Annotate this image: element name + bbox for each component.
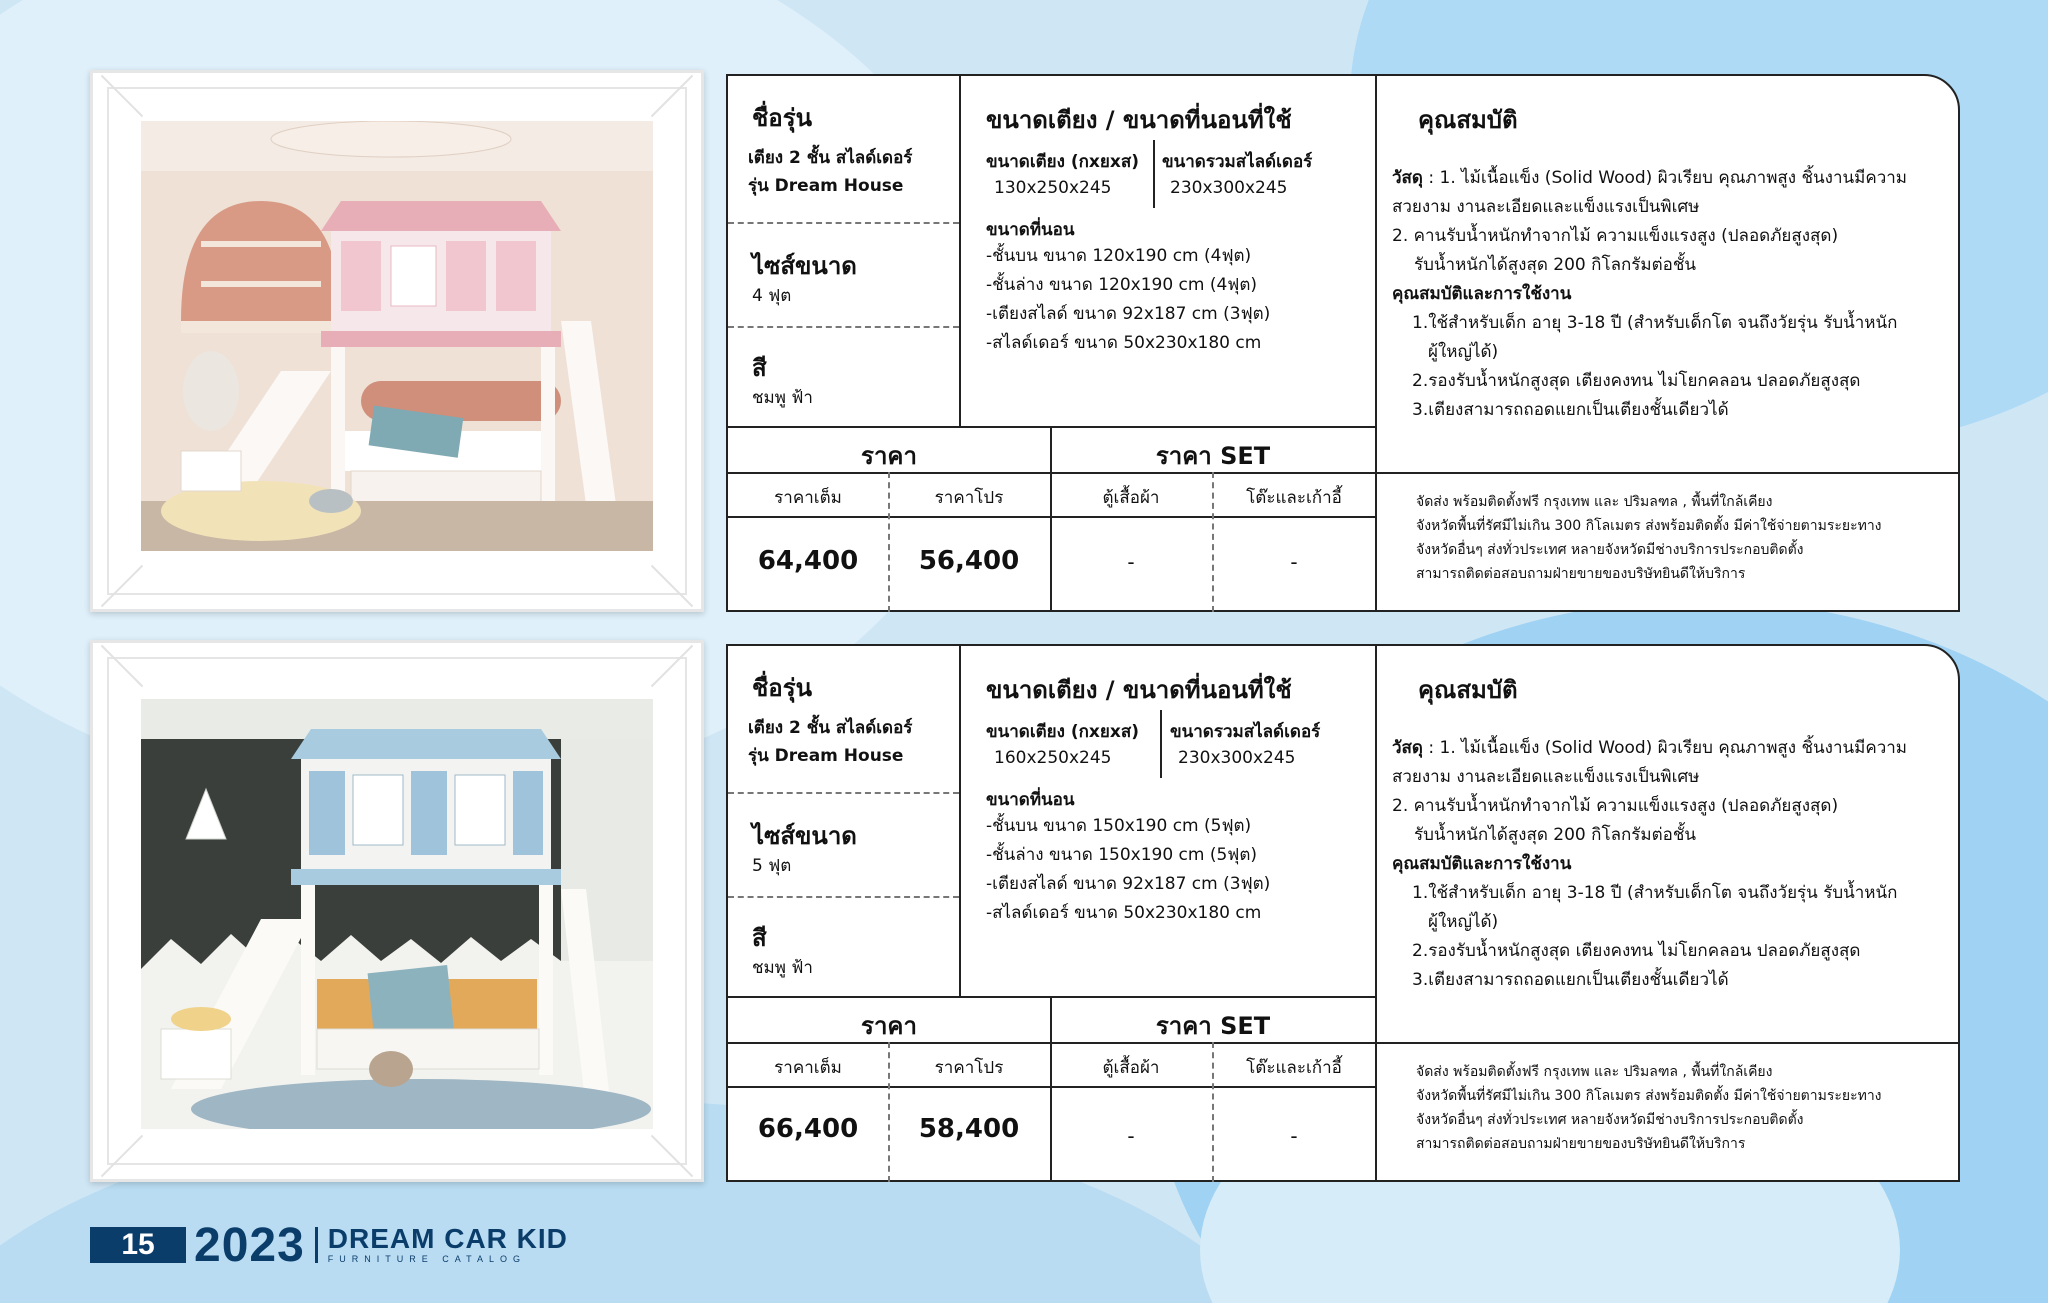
mattress-list (986, 242, 1270, 358)
bunk-bed-illustration (141, 699, 653, 1129)
color-value: ชมพู ฟ้า (752, 388, 813, 408)
wardrobe-price: - (1127, 1124, 1135, 1148)
dashed-divider (728, 896, 959, 898)
product-photo (141, 699, 653, 1129)
frame-corner (101, 75, 143, 117)
model-name: เตียง 2 ชั้น สไลด์เดอร์ (748, 718, 913, 738)
size-value: 4 ฟุต (752, 286, 792, 306)
total-size-value: 230x300x245 (1178, 748, 1296, 768)
delivery-line: สามารถติดต่อสอบถามฝ่ายขายของบริษัทยินดีให้บริการ (1416, 1136, 1746, 1152)
product-block (90, 640, 1960, 1180)
bed-size-label: ขนาดเตียง (กxยxส) (986, 152, 1139, 172)
properties-title: คุณสมบัติ (1418, 106, 1518, 134)
mattress-heading: ขนาดที่นอน (986, 790, 1075, 810)
usage-line: ผู้ใหญ่ได้) (1428, 342, 1499, 362)
divider (1160, 710, 1162, 778)
material-line: 2. คานรับน้ำหนักทำจากไม้ ความแข็งแรงสูง (ปลอดภัยสูงสุด) (1392, 226, 1839, 246)
material-label: วัสดุ (1392, 738, 1423, 758)
catalog-footer (90, 1218, 568, 1272)
delivery-line: จังหวัดพื้นที่รัศมีไม่เกิน 300 กิโลเมตร ส่งพร้อมติดตั้ง มีค่าใช้จ่ายตามระยะทาง (1416, 1088, 1882, 1104)
delivery-line: จัดส่ง พร้อมติดตั้งฟรี กรุงเทพ และ ปริมลฑล , พื้นที่ใกล้เคียง (1416, 1064, 1773, 1080)
material-line: รับน้ำหนักได้สูงสุด 200 กิโลกรัมต่อชั้น (1414, 825, 1697, 845)
divider (1375, 76, 1377, 612)
picture-frame (90, 640, 704, 1182)
mattress-item: -สไลด์เดอร์ ขนาด 50x230x180 cm (986, 333, 1262, 353)
usage-line: 3.เตียงสามารถถอดแยกเป็นเตียงชั้นเดียวได้ (1412, 970, 1729, 990)
table-chair-label: โต๊ะและเก้าอี้ (1246, 488, 1342, 508)
mattress-item: -ชั้นบน ขนาด 120x190 cm (4ฟุต) (986, 246, 1252, 266)
size-heading: ไซส์ขนาด (752, 252, 857, 280)
wardrobe-label: ตู้เสื้อผ้า (1102, 1058, 1160, 1078)
color-heading: สี (752, 354, 767, 382)
bunk-bed-illustration (141, 121, 653, 551)
size-heading: ไซส์ขนาด (752, 822, 857, 850)
divider (959, 76, 961, 428)
color-heading: สี (752, 924, 767, 952)
promo-price-label: ราคาโปร (934, 488, 1004, 508)
bed-size-value: 130x250x245 (994, 178, 1112, 198)
divider (1153, 140, 1155, 208)
footer-separator (315, 1227, 318, 1263)
material-line: : 1. ไม้เนื้อแข็ง (Solid Wood) ผิวเรียบ คุณภาพสูง ชิ้นงานมีความ (1422, 168, 1908, 188)
frame-corner (651, 75, 693, 117)
usage-title: คุณสมบัติและการใช้งาน (1392, 854, 1572, 874)
full-price-label: ราคาเต็ม (774, 488, 842, 508)
price-heading: ราคา (861, 1012, 917, 1040)
color-value: ชมพู ฟ้า (752, 958, 813, 978)
delivery-line: จัดส่ง พร้อมติดตั้งฟรี กรุงเทพ และ ปริมลฑล , พื้นที่ใกล้เคียง (1416, 494, 1773, 510)
table-chair-label: โต๊ะและเก้าอี้ (1246, 1058, 1342, 1078)
properties-title: คุณสมบัติ (1418, 676, 1518, 704)
full-price: 64,400 (757, 546, 859, 576)
delivery-line: สามารถติดต่อสอบถามฝ่ายขายของบริษัทยินดีให้บริการ (1416, 566, 1746, 582)
divider (728, 426, 1377, 428)
model-name: เตียง 2 ชั้น สไลด์เดอร์ (748, 148, 913, 168)
mattress-item: -สไลด์เดอร์ ขนาด 50x230x180 cm (986, 903, 1262, 923)
usage-title: คุณสมบัติและการใช้งาน (1392, 284, 1572, 304)
promo-price-label: ราคาโปร (934, 1058, 1004, 1078)
product-info-card (726, 644, 1960, 1182)
properties-text (1392, 164, 1952, 425)
price-heading: ราคา (861, 442, 917, 470)
delivery-line: จังหวัดอื่นๆ ส่งทั่วประเทศ หลายจังหวัดมีช่างบริการประกอบติดตั้ง (1416, 542, 1804, 558)
frame-corner (651, 565, 693, 607)
divider (728, 516, 1377, 518)
brand-name: DREAM CAR KID (327, 1223, 568, 1254)
mattress-item: -เตียงสไลด์ ขนาด 92x187 cm (3ฟุต) (986, 874, 1271, 894)
usage-line: 2.รองรับน้ำหนักสูงสุด เตียงคงทน ไม่โยกคลอน ปลอดภัยสูงสุด (1412, 371, 1861, 391)
usage-line: 3.เตียงสามารถถอดแยกเป็นเตียงชั้นเดียวได้ (1412, 400, 1729, 420)
delivery-info (1416, 1060, 1882, 1156)
product-info-card (726, 74, 1960, 612)
mattress-heading: ขนาดที่นอน (986, 220, 1075, 240)
usage-line: 2.รองรับน้ำหนักสูงสุด เตียงคงทน ไม่โยกคลอน ปลอดภัยสูงสุด (1412, 941, 1861, 961)
total-size-value: 230x300x245 (1170, 178, 1288, 198)
material-line: รับน้ำหนักได้สูงสุด 200 กิโลกรัมต่อชั้น (1414, 255, 1697, 275)
dashed-divider (728, 222, 959, 224)
spec-title: ขนาดเตียง / ขนาดที่นอนที่ใช้ (986, 676, 1292, 704)
divider (959, 646, 961, 998)
wardrobe-price: - (1127, 550, 1135, 574)
dashed-divider (728, 792, 959, 794)
size-value: 5 ฟุต (752, 856, 792, 876)
model-heading: ชื่อรุ่น (752, 674, 812, 702)
frame-corner (101, 565, 143, 607)
material-label: วัสดุ (1392, 168, 1423, 188)
frame-corner (101, 1135, 143, 1177)
divider (1375, 646, 1377, 1182)
divider (728, 1086, 1377, 1088)
dashed-divider (728, 326, 959, 328)
usage-line: 1.ใช้สำหรับเด็ก อายุ 3-18 ปี (สำหรับเด็กโต จนถึงวัยรุ่น รับน้ำหนัก (1412, 313, 1898, 333)
mattress-item: -ชั้นล่าง ขนาด 120x190 cm (4ฟุต) (986, 275, 1258, 295)
product-photo (141, 121, 653, 551)
product-block (90, 70, 1960, 610)
mattress-list (986, 812, 1270, 928)
material-line: : 1. ไม้เนื้อแข็ง (Solid Wood) ผิวเรียบ คุณภาพสูง ชิ้นงานมีความ (1422, 738, 1908, 758)
usage-line: ผู้ใหญ่ได้) (1428, 912, 1499, 932)
model-series: รุ่น Dream House (748, 176, 904, 196)
frame-corner (651, 645, 693, 687)
bed-size-value: 160x250x245 (994, 748, 1112, 768)
spec-title: ขนาดเตียง / ขนาดที่นอนที่ใช้ (986, 106, 1292, 134)
brand-tagline: FURNITURE CATALOG (327, 1254, 526, 1264)
material-line: สวยงาม งานละเอียดและแข็งแรงเป็นพิเศษ (1392, 767, 1700, 787)
table-chair-price: - (1290, 1124, 1298, 1148)
frame-corner (101, 645, 143, 687)
model-series: รุ่น Dream House (748, 746, 904, 766)
wardrobe-label: ตู้เสื้อผ้า (1102, 488, 1160, 508)
properties-text (1392, 734, 1952, 995)
frame-corner (651, 1135, 693, 1177)
catalog-year: 2023 (194, 1218, 305, 1272)
promo-price: 56,400 (918, 546, 1020, 576)
mattress-item: -ชั้นบน ขนาด 150x190 cm (5ฟุต) (986, 816, 1252, 836)
usage-line: 1.ใช้สำหรับเด็ก อายุ 3-18 ปี (สำหรับเด็กโต จนถึงวัยรุ่น รับน้ำหนัก (1412, 883, 1898, 903)
material-line: สวยงาม งานละเอียดและแข็งแรงเป็นพิเศษ (1392, 197, 1700, 217)
full-price-label: ราคาเต็ม (774, 1058, 842, 1078)
picture-frame (90, 70, 704, 612)
bed-size-label: ขนาดเตียง (กxยxส) (986, 722, 1139, 742)
brand-logo (328, 1225, 568, 1265)
full-price: 66,400 (757, 1114, 859, 1144)
mattress-item: -ชั้นล่าง ขนาด 150x190 cm (5ฟุต) (986, 845, 1258, 865)
delivery-info (1416, 490, 1882, 586)
delivery-line: จังหวัดพื้นที่รัศมีไม่เกิน 300 กิโลเมตร ส่งพร้อมติดตั้ง มีค่าใช้จ่ายตามระยะทาง (1416, 518, 1882, 534)
total-size-label: ขนาดรวมสไลด์เดอร์ (1162, 152, 1313, 172)
material-line: 2. คานรับน้ำหนักทำจากไม้ ความแข็งแรงสูง (ปลอดภัยสูงสุด) (1392, 796, 1839, 816)
delivery-line: จังหวัดอื่นๆ ส่งทั่วประเทศ หลายจังหวัดมีช่างบริการประกอบติดตั้ง (1416, 1112, 1804, 1128)
promo-price: 58,400 (918, 1114, 1020, 1144)
set-price-heading: ราคา SET (1155, 442, 1271, 470)
page-number: 15 (90, 1227, 186, 1263)
divider (728, 996, 1377, 998)
table-chair-price: - (1290, 550, 1298, 574)
set-price-heading: ราคา SET (1155, 1012, 1271, 1040)
mattress-item: -เตียงสไลด์ ขนาด 92x187 cm (3ฟุต) (986, 304, 1271, 324)
model-heading: ชื่อรุ่น (752, 104, 812, 132)
total-size-label: ขนาดรวมสไลด์เดอร์ (1170, 722, 1321, 742)
